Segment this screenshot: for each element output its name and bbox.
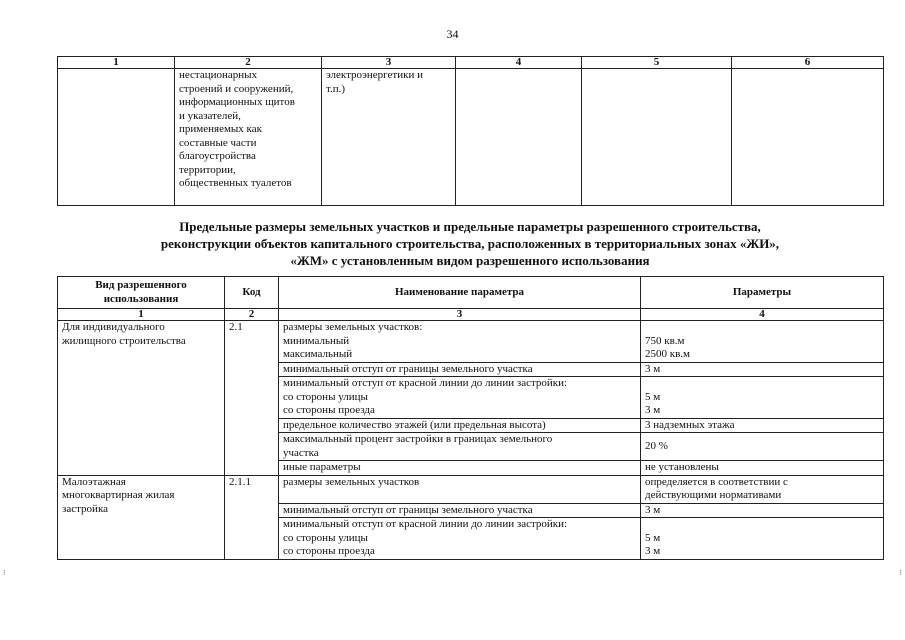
cell-text-line: участка <box>283 446 319 459</box>
cell-text-line: не установлены <box>645 461 719 473</box>
cell-text-line: застройка <box>62 502 108 515</box>
header-row <box>58 277 884 309</box>
column-header-code: Код <box>225 277 279 309</box>
cell-text-line: информационных щитов <box>179 96 295 108</box>
cell-text-line: минимальный отступ от границы земельного участка <box>283 362 533 375</box>
cell-text-line: Малоэтажная <box>62 475 126 488</box>
parameter-name-cell <box>279 461 641 476</box>
cell-text-line: минимальный отступ от красной линии до линии застройки: <box>283 377 568 389</box>
cell-text-line: определяется в соответствии с <box>645 475 788 488</box>
cell-text-line: применяемых как <box>179 123 262 135</box>
heading-line: реконструкции объектов капитального строительства, расположенных в территориальных зонах «ЖИ», <box>160 236 780 251</box>
parameter-value-cell <box>641 433 884 461</box>
cell-text-line: электроэнергетики и <box>326 69 423 81</box>
section-heading <box>57 218 883 269</box>
cell-text-line <box>645 321 879 335</box>
cell-text-line: 3 м <box>645 404 661 416</box>
parameter-name-cell <box>279 475 641 503</box>
heading-line: «ЖМ» с установленным видом разрешенного использования <box>290 253 650 268</box>
cell-text-line: действующими нормативами <box>645 489 782 501</box>
cell <box>732 69 884 206</box>
cell-text-line: со стороны улицы <box>283 531 368 544</box>
cell <box>456 69 582 206</box>
cell-text-line: минимальный отступ от границы земельного участка <box>283 503 533 516</box>
parameters-table <box>57 276 884 560</box>
heading-line: Предельные размеры земельных участков и предельные параметры разрешенного строительства, <box>179 219 761 234</box>
cell-text-line: строений и сооружений, <box>179 82 294 95</box>
parameter-value-cell <box>641 418 884 433</box>
parameter-name-cell <box>279 362 641 377</box>
cell-text-line <box>645 518 879 532</box>
cell-text-line: иные параметры <box>283 461 361 473</box>
cell-text-line: со стороны улицы <box>283 390 368 403</box>
column-number: 5 <box>582 57 732 69</box>
cell-text-line: со стороны проезда <box>283 404 375 416</box>
column-number-row <box>58 309 884 321</box>
cell-text-line: максимальный процент застройки в границах земельного <box>283 433 553 445</box>
column-number: 2 <box>225 309 279 321</box>
cell-text-line: и указателей, <box>179 109 241 122</box>
cell-text-line: 3 надземных этажа <box>645 418 735 431</box>
cell-text-line: нестационарных <box>179 69 258 81</box>
column-number: 3 <box>322 57 456 69</box>
cell-text-line: 2500 кв.м <box>645 348 690 360</box>
table-row <box>58 321 884 363</box>
cell-text-line: 20 % <box>645 439 668 452</box>
parameter-value-cell <box>641 377 884 419</box>
column-header-use: Вид разрешенного использования <box>58 277 225 309</box>
parameter-value-cell <box>641 461 884 476</box>
cell <box>582 69 732 206</box>
cell-text-line: размеры земельных участков <box>283 475 420 488</box>
cell <box>175 69 322 206</box>
column-number: 1 <box>58 309 225 321</box>
parameter-name-cell <box>279 377 641 419</box>
column-header-parameter: Наименование параметра <box>279 277 641 309</box>
parameter-name-cell <box>279 433 641 461</box>
column-number: 3 <box>279 309 641 321</box>
cell <box>322 69 456 206</box>
parameter-name-cell <box>279 321 641 363</box>
cell-text-line: составные части <box>179 136 257 149</box>
cell-text-line: минимальный отступ от красной линии до линии застройки: <box>283 518 568 530</box>
cell-text-line: 750 кв.м <box>645 334 685 347</box>
cell-text-line: минимальный <box>283 334 350 347</box>
cell-text-line: благоустройства <box>179 150 256 162</box>
cell-text-line <box>645 377 879 391</box>
cell-text-line: 5 м <box>645 531 661 544</box>
column-number: 4 <box>641 309 884 321</box>
column-number: 2 <box>175 57 322 69</box>
cell-text-line: предельное количество этажей (или предельная высота) <box>283 418 546 431</box>
parameter-value-cell <box>641 503 884 518</box>
table-body <box>58 321 884 560</box>
edge-mark-icon: ⁝ <box>899 568 902 577</box>
table-row <box>58 69 884 206</box>
column-header-values: Параметры <box>641 277 884 309</box>
table-row <box>58 475 884 503</box>
cell-text-line: жилищного строительства <box>62 334 186 347</box>
parameter-value-cell <box>641 475 884 503</box>
cell <box>58 69 175 206</box>
parameter-value-cell <box>641 321 884 363</box>
cell-text-line: со стороны проезда <box>283 545 375 557</box>
cell-text-line: 5 м <box>645 390 661 403</box>
use-type-cell <box>58 321 225 476</box>
column-number: 1 <box>58 57 175 69</box>
parameter-name-cell <box>279 418 641 433</box>
cell-text-line: Для индивидуального <box>62 321 165 333</box>
code-cell: 2.1.1 <box>225 475 279 559</box>
cell-text-line: 3 м <box>645 362 661 375</box>
cell-text-line: общественных туалетов <box>179 177 292 189</box>
continued-table <box>57 56 884 206</box>
column-number: 4 <box>456 57 582 69</box>
parameter-value-cell <box>641 518 884 560</box>
cell-text-line: 3 м <box>645 545 661 557</box>
edge-mark-icon: ⁝ <box>3 568 6 577</box>
code-cell: 2.1 <box>225 321 279 476</box>
column-number-row <box>58 57 884 69</box>
cell-text-line: размеры земельных участков: <box>283 321 423 333</box>
cell-text-line: территории, <box>179 163 236 176</box>
column-number: 6 <box>732 57 884 69</box>
parameter-name-cell <box>279 518 641 560</box>
page-number: 34 <box>446 27 459 41</box>
use-type-cell <box>58 475 225 559</box>
parameter-name-cell <box>279 503 641 518</box>
cell-text-line: 3 м <box>645 503 661 516</box>
cell-text-line: максимальный <box>283 348 353 360</box>
cell-text-line: т.п.) <box>326 82 346 95</box>
cell-text-line: многоквартирная жилая <box>62 489 175 501</box>
parameter-value-cell <box>641 362 884 377</box>
